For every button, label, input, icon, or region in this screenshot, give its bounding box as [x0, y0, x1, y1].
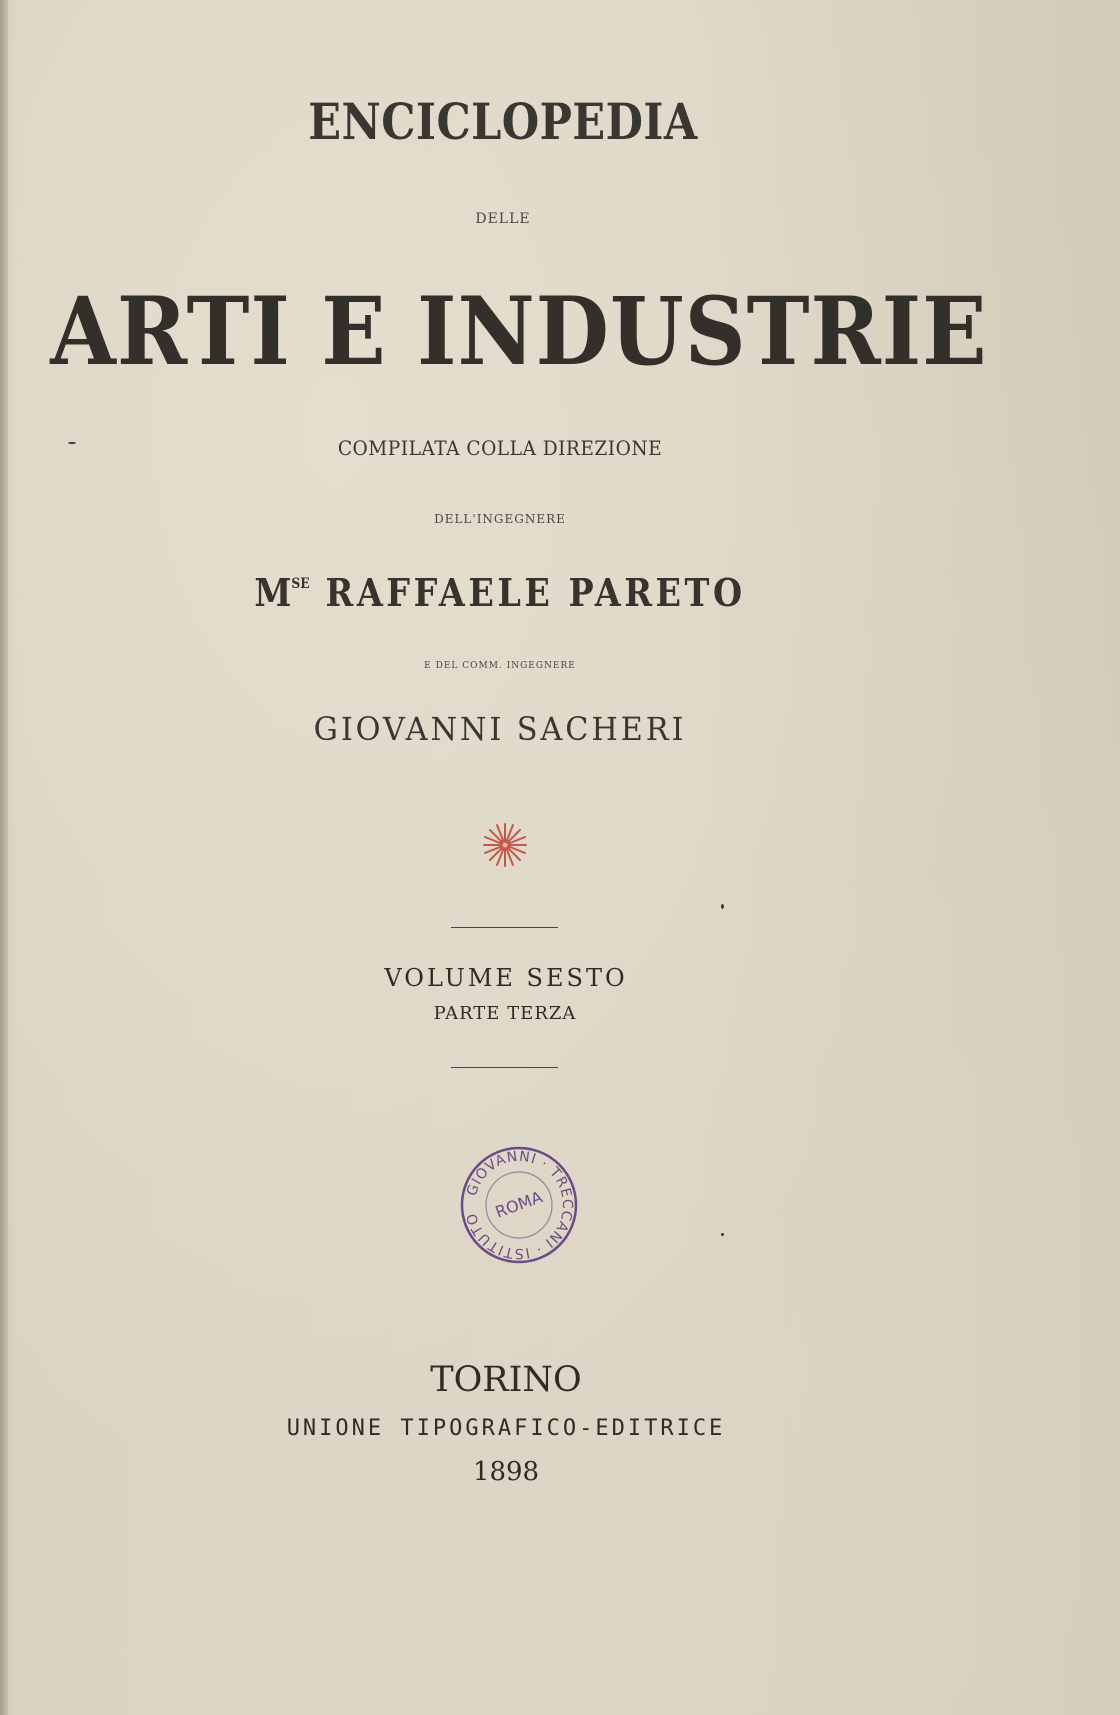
paper-speck [68, 442, 76, 444]
imprint-year: 1898 [472, 1457, 540, 1487]
paper-speck [721, 904, 724, 909]
divider-rule-top [451, 927, 558, 928]
imprint-city: TORINO [430, 1360, 582, 1400]
paper-speck [721, 1233, 724, 1236]
stamp-center-text: ROMA [492, 1187, 545, 1222]
title-line-1: ENCICLOPEDIA [308, 92, 698, 151]
volume-label: VOLUME SESTO [384, 964, 628, 992]
editor1-role: DELL'INGEGNERE [434, 512, 566, 526]
editor2-role: E DEL COMM. INGEGNERE [424, 661, 576, 671]
title-connector: DELLE [475, 211, 531, 227]
stamp-outer-text: GIOVANNI · TRECCANI · ISTITUTO [463, 1148, 576, 1262]
compiled-by-line: COMPILATA COLLA DIREZIONE [337, 436, 663, 460]
part-label: PARTE TERZA [433, 1003, 577, 1024]
title-line-2: ARTI E INDUSTRIE [50, 277, 988, 387]
divider-rule-bottom [451, 1067, 558, 1068]
editor1-line [60, 570, 940, 615]
printer-flower-icon [480, 820, 530, 870]
imprint-publisher: UNIONE TIPOGRAFICO-EDITRICE [286, 1416, 726, 1441]
editor1-prefix: M [254, 570, 292, 615]
library-stamp [458, 1144, 580, 1266]
editor2-name: GIOVANNI SACHERI [313, 710, 687, 748]
editor1-prefix-superscript: SE [291, 576, 310, 592]
editor1-name: RAFFAELE PARETO [325, 570, 746, 615]
